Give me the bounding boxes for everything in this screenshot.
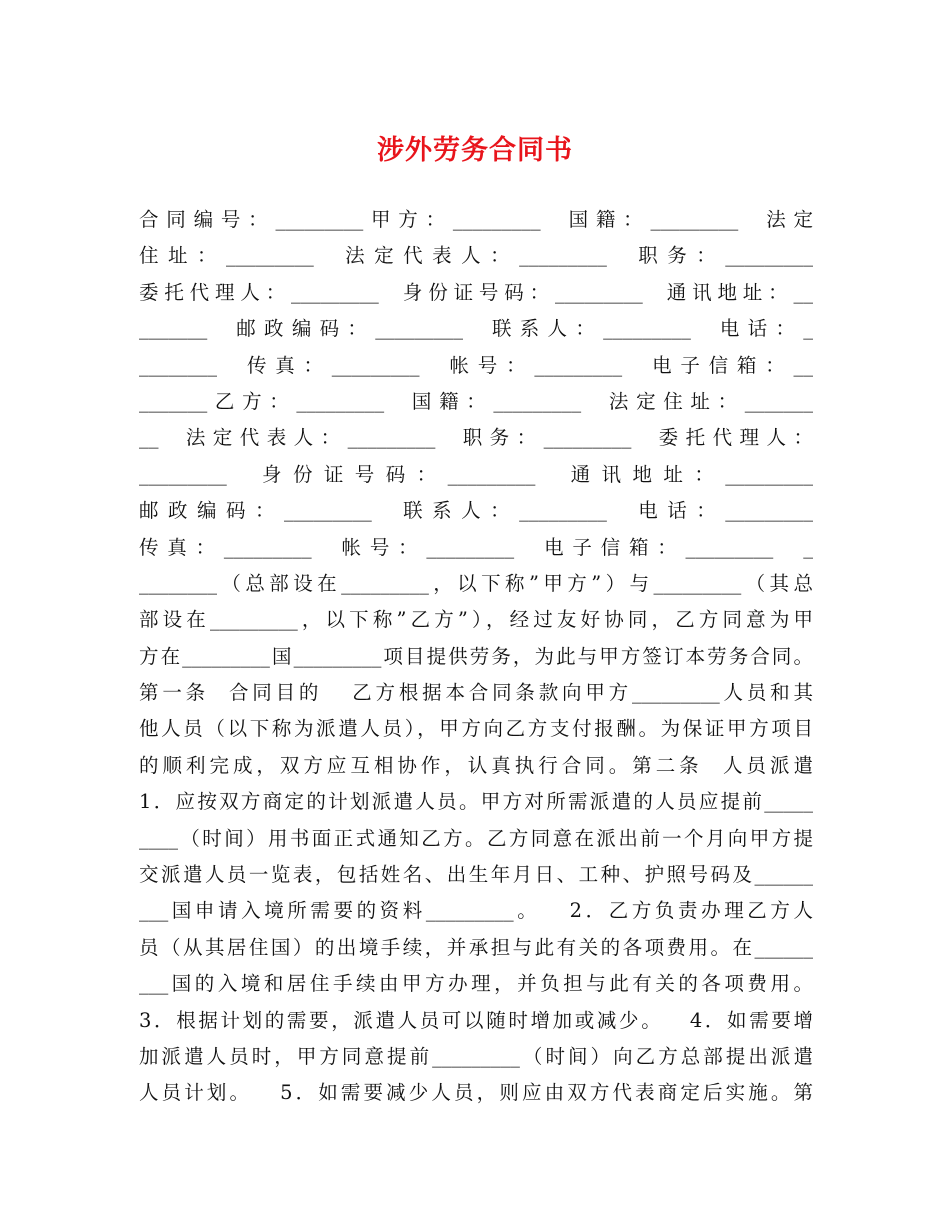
text-line: 加派遣人员时，甲方同意提前_________（时间）向乙方总部提出派遣 <box>139 1044 813 1068</box>
text-line: 委托代理人：_________ 身份证号码：_________ 通讯地址：__ <box>139 280 813 304</box>
text-line: __ 法定代表人：_________ 职务：_________ 委托代理人： <box>139 426 813 450</box>
text-line: ________ 传真：_________ 帐号：_________ 电子信箱：__ <box>139 353 813 377</box>
document-title: 涉外劳务合同书 <box>377 135 573 166</box>
text-line: 合同编号：_________甲方：_________ 国籍：_________ 法定 <box>139 208 813 231</box>
text-line: 的顺利完成，双方应互相协作，认真执行合同。第二条 人员派遣 <box>139 753 813 777</box>
text-line: 交派遣人员一览表，包括姓名、出生年月日、工种、护照号码及______ <box>139 863 813 887</box>
text-line: _______乙方：_________ 国籍：_________ 法定住址：_______ <box>139 389 813 413</box>
text-line: 员（从其居住国）的出境手续，并承担与此有关的各项费用。在______ <box>139 935 813 959</box>
text-line: 第一条 合同目的 乙方根据本合同条款向甲方_________人员和其 <box>139 681 813 705</box>
text-line: ___国申请入境所需要的资料_________。 2．乙方负责办理乙方人 <box>139 899 813 923</box>
text-line: _______ 邮政编码：_________ 联系人：_________ 电话：_ <box>139 317 813 341</box>
text-line: 3．根据计划的需要，派遣人员可以随时增加或减少。 4．如需要增 <box>139 1008 813 1032</box>
text-line: ____（时间）用书面正式通知乙方。乙方同意在派出前一个月向甲方提 <box>139 826 813 850</box>
text-line: 1．应按双方商定的计划派遣人员。甲方对所需派遣的人员应提前_____ <box>139 790 813 814</box>
text-line: 人员计划。 5．如需要减少人员，则应由双方代表商定后实施。第 <box>139 1081 813 1105</box>
text-line: 传真：_________ 帐号：_________ 电子信箱：_________ _ <box>139 535 813 559</box>
contract-body <box>139 202 813 1112</box>
text-line: 方在_________国_________项目提供劳务，为此与甲方签订本劳务合同。 <box>139 644 813 668</box>
text-line: ________（总部设在_________，以下称”甲方”）与_________（其总 <box>139 571 813 595</box>
text-line: ___国的入境和居住手续由甲方办理，并负担与此有关的各项费用。 <box>139 972 813 996</box>
text-line: 部设在_________，以下称”乙方”），经过友好协同，乙方同意为甲 <box>139 608 813 632</box>
text-line: 住址：_________ 法定代表人：_________ 职务：_________ <box>139 244 813 268</box>
text-line: _________ 身份证号码：_________ 通讯地址：_________ <box>139 462 813 486</box>
text-line: 邮政编码：_________ 联系人：_________ 电话：_________ <box>139 499 813 523</box>
text-line: 他人员（以下称为派遣人员），甲方向乙方支付报酬。为保证甲方项目 <box>139 717 813 741</box>
